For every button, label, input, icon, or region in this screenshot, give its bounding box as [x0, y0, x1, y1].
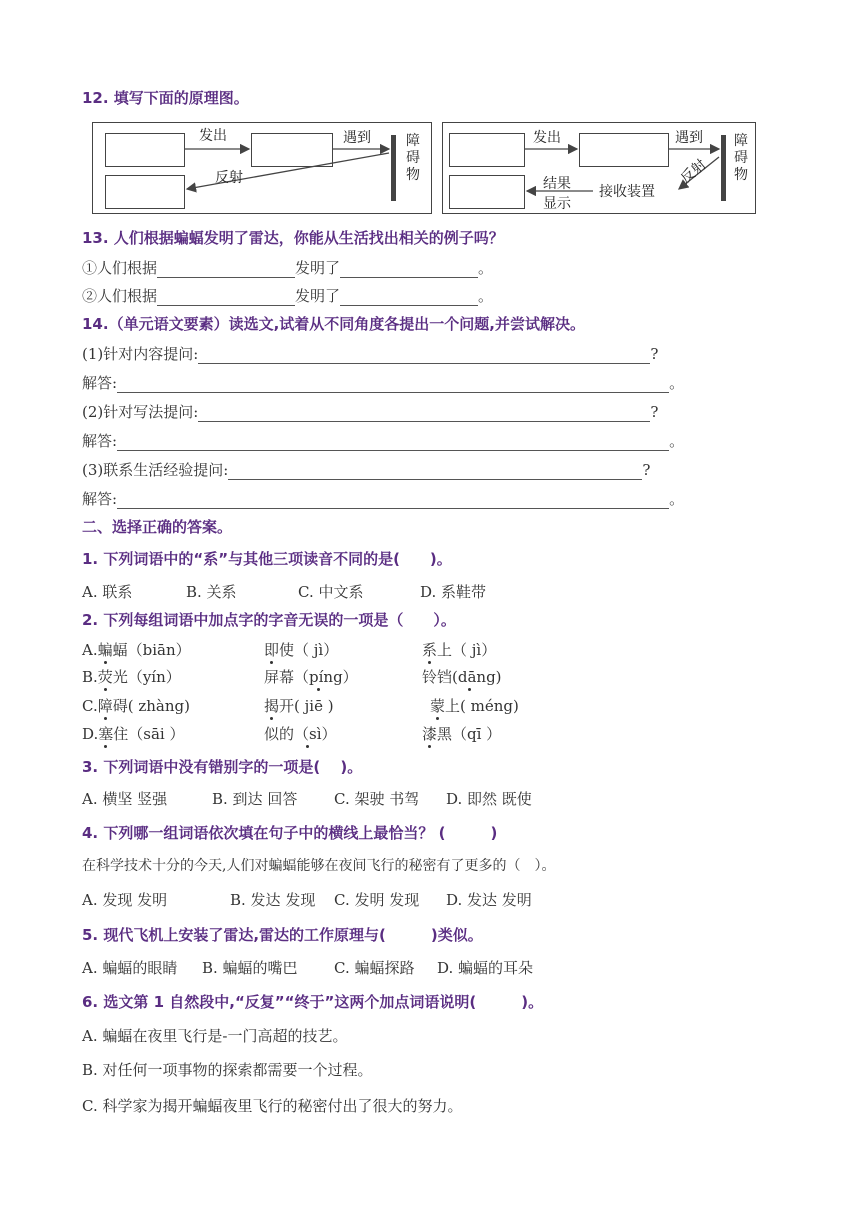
c6-option-a[interactable]: A. 蝙蝠在夜里飞行是-一门高超的技艺。 [82, 1027, 348, 1045]
c6-option-c[interactable]: C. 科学家为揭开蝙蝠夜里飞行的秘密付出了很大的努力。 [82, 1097, 463, 1115]
c2-option-a-3: 系上（ jì） [422, 641, 497, 659]
q14-ans-1: 解答: 。 [82, 374, 685, 392]
label-receiver-2: 接收装置 [599, 184, 655, 200]
c2-option-a-2: 即使（ jì） [264, 641, 339, 659]
c6-option-b[interactable]: B. 对任何一项事物的探索都需要一个过程。 [82, 1061, 373, 1079]
principle-diagram-2 [442, 122, 756, 214]
c3-title: 3. 下列词语中没有错别字的一项是( )。 [82, 758, 363, 776]
c5-option-a[interactable]: A. 蝙蝠的眼睛 [82, 959, 178, 977]
c4-option-c[interactable]: C. 发明 发现 [334, 891, 420, 909]
c3-option-c[interactable]: C. 架驶 书驾 [334, 790, 420, 808]
c1-title: 1. 下列词语中的“系”与其他三项读音不同的是( )。 [82, 550, 452, 568]
label-obstacle-2: 障 碍 物 [734, 133, 748, 183]
answer-blank[interactable] [157, 261, 295, 278]
c4-title: 4. 下列哪一组词语依次填在句子中的横线上最恰当？ ( ) [82, 824, 498, 842]
c5-option-b[interactable]: B. 蝙蝠的嘴巴 [202, 959, 298, 977]
label-send: 发出 [199, 128, 227, 144]
answer-blank[interactable] [117, 376, 669, 393]
c2-option-d-3: 漆黑（qī ） [422, 725, 502, 743]
label-reflect-2: 反射 [677, 156, 710, 187]
c2-option-c-2: 揭开( jiē ) [264, 697, 334, 715]
c2-option-b-3: 铃铛(dāng) [422, 668, 502, 686]
c2-option-a[interactable]: A.蝙蝠（biān） [82, 641, 191, 659]
label-meet-2: 遇到 [675, 130, 703, 146]
label-meet: 遇到 [343, 130, 371, 146]
c5-option-d[interactable]: D. 蝙蝠的耳朵 [437, 959, 534, 977]
q14-ask-1: (1)针对内容提问: ? [82, 345, 659, 363]
c1-option-b[interactable]: B. 关系 [186, 583, 237, 601]
section-2-title: 二、选择正确的答案。 [82, 518, 233, 536]
arrows [93, 123, 431, 213]
c1-option-a[interactable]: A. 联系 [82, 583, 133, 601]
q12-title: 12. 填写下面的原理图。 [82, 89, 249, 107]
label-reflect: 反射 [215, 170, 243, 186]
c3-option-b[interactable]: B. 到达 回答 [212, 790, 298, 808]
c2-option-d-2: 似的（sì） [264, 725, 337, 743]
c1-option-c[interactable]: C. 中文系 [298, 583, 364, 601]
c4-option-a[interactable]: A. 发现 发明 [82, 891, 168, 909]
c5-option-c[interactable]: C. 蝙蝠探路 [334, 959, 415, 977]
q14-ans-3: 解答: 。 [82, 490, 685, 508]
answer-blank[interactable] [198, 347, 650, 364]
q14-ask-3: (3)联系生活经验提问: ? [82, 461, 651, 479]
answer-blank[interactable] [340, 289, 478, 306]
answer-blank[interactable] [157, 289, 295, 306]
answer-blank[interactable] [117, 492, 669, 509]
q14-ask-2: (2)针对写法提问: ? [82, 403, 659, 421]
c2-option-b[interactable]: B.荧光（yín） [82, 668, 181, 686]
c2-option-b-2: 屏幕（píng） [264, 668, 358, 686]
label-result-2a: 结果 [543, 176, 571, 192]
c5-title: 5. 现代飞机上安装了雷达,雷达的工作原理与( )类似。 [82, 926, 483, 944]
c2-option-c[interactable]: C.障碍( zhàng) [82, 697, 190, 715]
q13-title: 13. 人们根据蝙蝠发明了雷达，你能从生活找出相关的例子吗？ [82, 229, 504, 247]
q13-row-1: ①人们根据 发明了 。 [82, 259, 494, 277]
q14-title: 14.（单元语文要素）读选文,试着从不同角度各提出一个问题,并尝试解决。 [82, 315, 585, 333]
label-send-2: 发出 [533, 130, 561, 146]
c2-option-d[interactable]: D.塞住（sāi ） [82, 725, 185, 743]
c6-title: 6. 选文第 1 自然段中,“反复”“终于”这两个加点词语说明( )。 [82, 993, 544, 1011]
c2-option-c-3: 蒙上( méng) [430, 697, 519, 715]
label-obstacle: 障 碍 物 [406, 133, 420, 183]
c4-option-b[interactable]: B. 发达 发现 [230, 891, 316, 909]
label-result-2b: 显示 [543, 196, 571, 212]
c4-sentence: 在科学技术十分的今天,人们对蝙蝠能够在夜间飞行的秘密有了更多的（ ）。 [82, 858, 556, 874]
c3-option-a[interactable]: A. 横坚 竖强 [82, 790, 168, 808]
q13-row-2: ②人们根据 发明了 。 [82, 287, 494, 305]
answer-blank[interactable] [117, 434, 669, 451]
c2-title: 2. 下列每组词语中加点字的字音无误的一项是（ ）。 [82, 611, 456, 629]
answer-blank[interactable] [198, 405, 650, 422]
q14-ans-2: 解答: 。 [82, 432, 685, 450]
c3-option-d[interactable]: D. 即然 既使 [446, 790, 532, 808]
answer-blank[interactable] [340, 261, 478, 278]
principle-diagram-1 [92, 122, 432, 214]
c1-option-d[interactable]: D. 系鞋带 [420, 583, 487, 601]
c4-option-d[interactable]: D. 发达 发明 [446, 891, 532, 909]
answer-blank[interactable] [228, 463, 642, 480]
